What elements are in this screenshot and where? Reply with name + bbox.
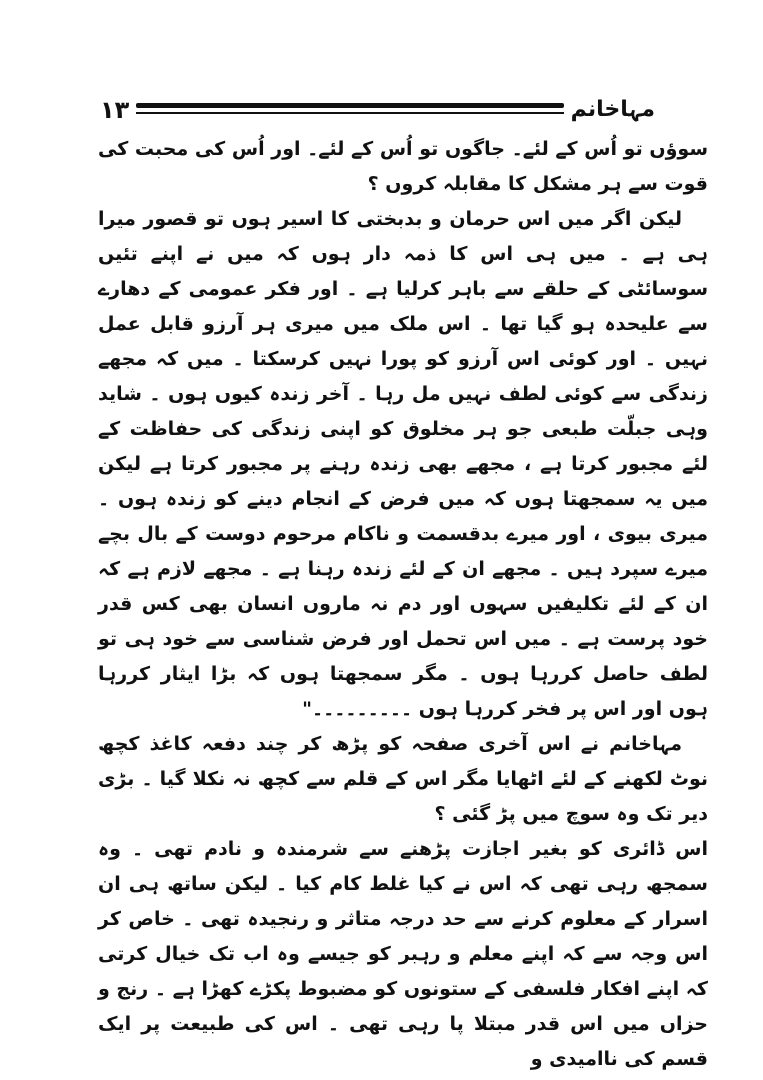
paragraph-1: سوؤں تو اُس کے لئے۔ جاگوں تو اُس کے لئے۔ اور اُس کی محبت کی قوت سے ہر مشکل کا مقابلہ کروں ؟ (98, 138, 708, 195)
page-header (100, 96, 655, 128)
paragraph-4: اس ڈائری کو بغیر اجازت پڑھنے سے شرمندہ و نادم تھی ۔ وہ سمجھ رہی تھی کہ اس نے کیا غلط کام کیا ۔ لیکن ساتھ ہی ان اسرار کے معلوم کرنے سے حد درجہ متاثر و رنجیدہ تھی ۔ خاص کر اس وجہ سے کہ اپنے معلم و رہبر کو جیسے وہ اب تک خیال کرتی کہ اپنے افکار فلسفی کے ستونوں کو مضبوط پکڑے کھڑا ہے ۔ رنج و حزاں میں اس قدر مبتلا پا رہی تھی ۔ اس کی طبیعت پر ایک قسم کی ناامیدی و (98, 838, 708, 1070)
body-text (98, 132, 708, 1077)
running-title: مہاخانم (570, 97, 655, 122)
paragraph-3: مہاخانم نے اس آخری صفحہ کو پڑھ کر چند دفعہ کاغذ کچھ نوٹ لکھنے کے لئے اٹھایا مگر اس کے قلم سے کچھ نہ نکلا گیا ۔ بڑی دیر تک وہ سوچ میں پڑ گئی ؟ (98, 733, 708, 825)
page-number: ۱۳ (100, 96, 130, 124)
header-rule-thin-line (136, 112, 564, 114)
header-rule-thick-line (136, 103, 564, 108)
header-rule (136, 103, 564, 117)
paragraph-2: لیکن اگر میں اس حرمان و بدبختی کا اسیر ہوں تو قصور میرا ہی ہے ۔ میں ہی اس کا ذمہ دار ہوں کہ میں نے اپنے تئیں سوسائٹی کے حلقے سے باہر کرلیا ہے ۔ اور فکر عمومی کے دھارے سے علیحدہ ہو گیا تھا ۔ اس ملک میں میری ہر آرزو قابل عمل نہیں ۔ اور کوئی اس آرزو کو پورا نہیں کرسکتا ۔ میں کہ مجھے زندگی سے کوئی لطف نہیں مل رہا ۔ آخر زندہ کیوں ہوں ۔ شاید وہی جبلّت طبعی جو ہر مخلوق کو اپنی زندگی کی حفاظت کے لئے مجبور کرتا ہے ، مجھے بھی زندہ رہنے پر مجبور کرتا ہے لیکن میں یہ سمجھتا ہوں کہ میں فرض کے انجام دینے کو زندہ ہوں ۔ میری بیوی ، اور میرے بدقسمت و ناکام مرحوم دوست کے بال بچے میرے سپرد ہیں ۔ مجھے ان کے لئے زندہ رہنا ہے ۔ مجھے لازم ہے کہ ان کے لئے تکلیفیں سہوں اور دم نہ ماروں انسان بھی کس قدر خود پرست ہے ۔ میں اس تحمل اور فرض شناسی سے خود ہی تو لطف حاصل کررہا ہوں ۔ مگر سمجھتا ہوں کہ بڑا ایثار کررہا ہوں اور اس پر فخر کررہا ہوں ۔۔۔۔۔۔۔۔۔" (98, 208, 708, 720)
